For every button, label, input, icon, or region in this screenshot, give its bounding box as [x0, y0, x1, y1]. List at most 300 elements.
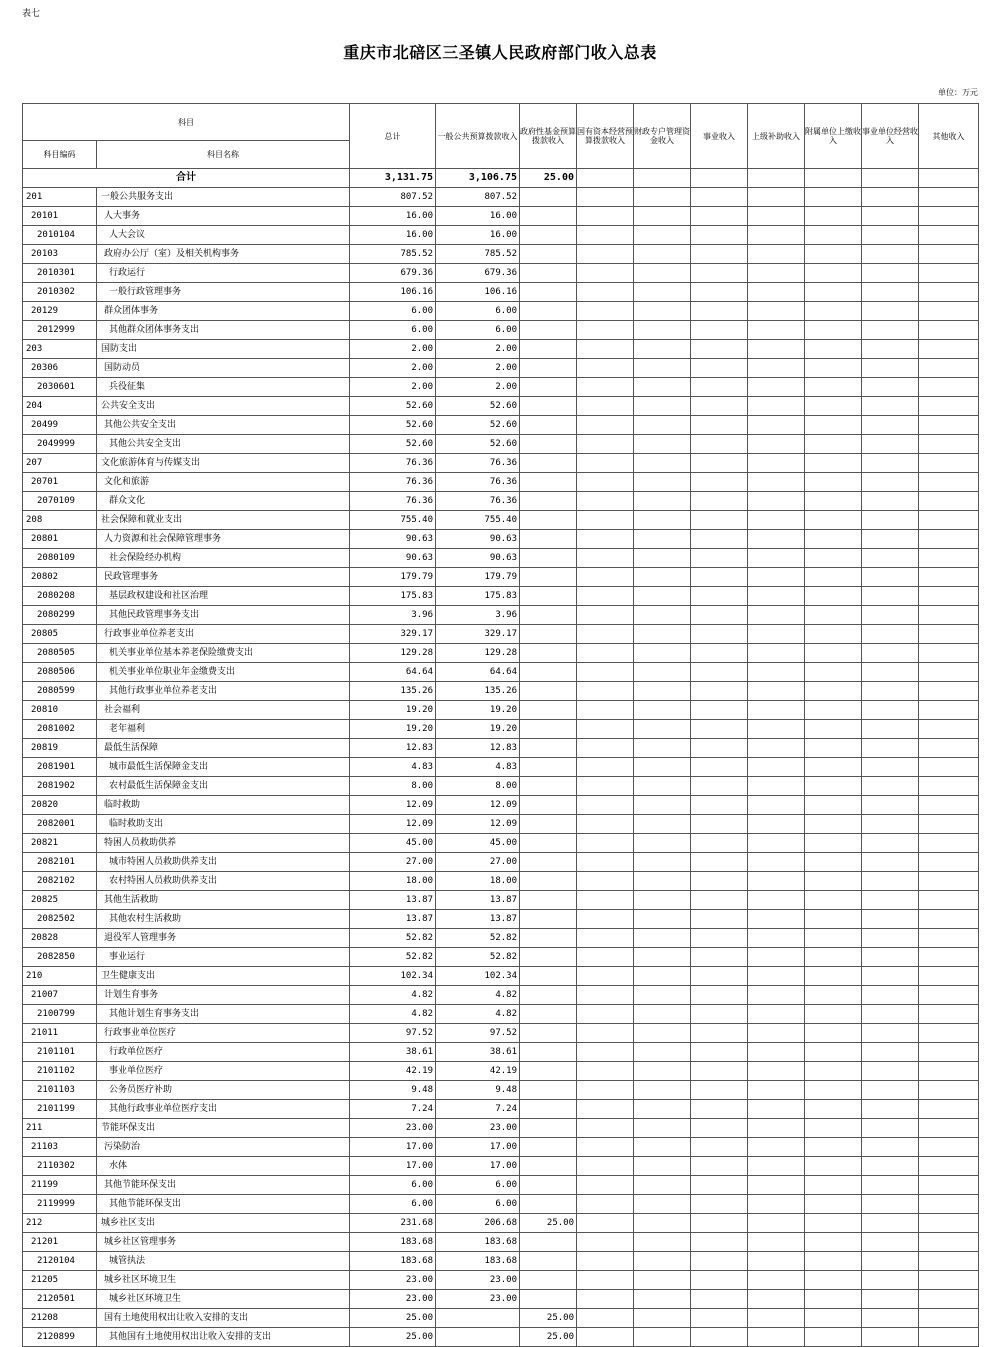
subject-name: 城乡社区支出: [97, 1214, 350, 1233]
general-budget-amount: 3.96: [436, 606, 520, 625]
total-row: [23, 169, 979, 188]
general-budget-amount: 52.60: [436, 435, 520, 454]
subject-header: 科目: [23, 104, 350, 141]
empty-cell: [805, 758, 862, 777]
subject-code: 20801: [23, 530, 97, 549]
subject-name: 一般公共服务支出: [97, 188, 350, 207]
subject-name: 公共安全支出: [97, 397, 350, 416]
empty-cell: [634, 1176, 691, 1195]
general-budget-amount: 755.40: [436, 511, 520, 530]
subject-name: 群众团体事务: [97, 302, 350, 321]
empty-cell: [805, 568, 862, 587]
total-amount: 97.52: [350, 1024, 436, 1043]
empty-cell: [862, 663, 919, 682]
gov-fund-amount: [520, 606, 577, 625]
subject-code: 203: [23, 340, 97, 359]
empty-cell: [691, 340, 748, 359]
empty-cell: [577, 872, 634, 891]
empty-cell: [634, 986, 691, 1005]
empty-cell: [805, 929, 862, 948]
gov-fund-amount: [520, 321, 577, 340]
general-budget-amount: 27.00: [436, 853, 520, 872]
empty-cell: [862, 1100, 919, 1119]
empty-cell: [691, 910, 748, 929]
empty-cell: [691, 929, 748, 948]
empty-cell: [748, 663, 805, 682]
empty-cell: [691, 568, 748, 587]
empty-cell: [919, 226, 979, 245]
total-amount: 45.00: [350, 834, 436, 853]
total-label: 合计: [23, 169, 350, 188]
empty-cell: [862, 435, 919, 454]
table-row: [23, 283, 979, 302]
gov-fund-amount: [520, 910, 577, 929]
table-row: [23, 473, 979, 492]
table-row: [23, 625, 979, 644]
table-row: [23, 359, 979, 378]
empty-cell: [748, 834, 805, 853]
table-row: [23, 644, 979, 663]
total-amount: 52.82: [350, 929, 436, 948]
gov-fund-amount: [520, 929, 577, 948]
general-budget-amount: 23.00: [436, 1119, 520, 1138]
empty-cell: [577, 321, 634, 340]
total-amount: 16.00: [350, 226, 436, 245]
empty-cell: [862, 321, 919, 340]
general-budget-amount: 2.00: [436, 340, 520, 359]
gov-fund-amount: [520, 1176, 577, 1195]
subject-name: 国防支出: [97, 340, 350, 359]
empty-cell: [691, 378, 748, 397]
empty-cell: [577, 701, 634, 720]
empty-cell: [691, 397, 748, 416]
subject-name: 临时救助支出: [97, 815, 350, 834]
subject-name: 基层政权建设和社区治理: [97, 587, 350, 606]
total-amount: 19.20: [350, 701, 436, 720]
empty-cell: [691, 359, 748, 378]
general-budget-amount: 16.00: [436, 226, 520, 245]
total-amount: 179.79: [350, 568, 436, 587]
empty-cell: [691, 739, 748, 758]
empty-cell: [862, 283, 919, 302]
empty-cell: [748, 701, 805, 720]
empty-cell: [634, 492, 691, 511]
subject-name: 社会福利: [97, 701, 350, 720]
empty-cell: [691, 701, 748, 720]
empty-cell: [577, 682, 634, 701]
subject-name: 社会保障和就业支出: [97, 511, 350, 530]
gov-fund-amount: [520, 758, 577, 777]
empty-cell: [862, 378, 919, 397]
empty-cell: [634, 853, 691, 872]
total-amount: 76.36: [350, 492, 436, 511]
general-budget-amount: 2.00: [436, 359, 520, 378]
empty-cell: [805, 207, 862, 226]
table-row: [23, 416, 979, 435]
subject-name: 文化旅游体育与传媒支出: [97, 454, 350, 473]
general-budget-amount: 52.82: [436, 948, 520, 967]
empty-cell: [577, 549, 634, 568]
empty-cell: [634, 739, 691, 758]
table-row: [23, 663, 979, 682]
empty-cell: [634, 245, 691, 264]
total-amount: 17.00: [350, 1138, 436, 1157]
general-budget-amount: 12.09: [436, 815, 520, 834]
empty-cell: [862, 1195, 919, 1214]
empty-cell: [577, 587, 634, 606]
empty-cell: [919, 815, 979, 834]
empty-cell: [919, 739, 979, 758]
empty-cell: [805, 1233, 862, 1252]
table-row: [23, 207, 979, 226]
empty-cell: [577, 188, 634, 207]
subject-code: 204: [23, 397, 97, 416]
gov-fund-amount: [520, 397, 577, 416]
subject-name: 事业运行: [97, 948, 350, 967]
empty-cell: [634, 1005, 691, 1024]
empty-cell: [691, 1195, 748, 1214]
table-row: [23, 758, 979, 777]
subject-name: 城乡社区管理事务: [97, 1233, 350, 1252]
empty-cell: [919, 587, 979, 606]
general-budget-amount: 12.09: [436, 796, 520, 815]
total-amount: 231.68: [350, 1214, 436, 1233]
total-amount: 129.28: [350, 644, 436, 663]
subject-code: 20499: [23, 416, 97, 435]
empty-cell: [805, 397, 862, 416]
total-amount: 25.00: [350, 1309, 436, 1328]
empty-cell: [691, 1290, 748, 1309]
empty-cell: [805, 720, 862, 739]
empty-cell: [691, 720, 748, 739]
empty-cell: [634, 815, 691, 834]
empty-cell: [577, 511, 634, 530]
gov-fund-amount: [520, 948, 577, 967]
empty-cell: [805, 1309, 862, 1328]
gov-fund-amount: [520, 568, 577, 587]
empty-cell: [805, 587, 862, 606]
empty-cell: [862, 226, 919, 245]
total-amount: 52.60: [350, 397, 436, 416]
empty-cell: [577, 1328, 634, 1347]
table-row: [23, 1157, 979, 1176]
empty-cell: [577, 777, 634, 796]
empty-cell: [862, 188, 919, 207]
gov-fund-amount: [520, 739, 577, 758]
empty-cell: [919, 796, 979, 815]
empty-cell: [862, 853, 919, 872]
empty-cell: [748, 986, 805, 1005]
empty-cell: [748, 739, 805, 758]
empty-cell: [748, 1005, 805, 1024]
business-income-header: 事业收入: [691, 104, 748, 169]
subject-name: 事业单位医疗: [97, 1062, 350, 1081]
empty-cell: [577, 891, 634, 910]
total-amount: 64.64: [350, 663, 436, 682]
table-row: [23, 1195, 979, 1214]
empty-cell: [577, 226, 634, 245]
subject-name: 群众文化: [97, 492, 350, 511]
empty-cell: [634, 397, 691, 416]
total-amount: 7.24: [350, 1100, 436, 1119]
empty-cell: [805, 777, 862, 796]
subject-name: 国有土地使用权出让收入安排的支出: [97, 1309, 350, 1328]
table-row: [23, 853, 979, 872]
subject-code: 2010104: [23, 226, 97, 245]
subject-code: 210: [23, 967, 97, 986]
gov-fund-amount: [520, 454, 577, 473]
empty-cell: [577, 283, 634, 302]
total-amount: 19.20: [350, 720, 436, 739]
table-row: [23, 435, 979, 454]
gov-fund-amount: [520, 1024, 577, 1043]
empty-cell: [577, 910, 634, 929]
table-row: [23, 891, 979, 910]
table-header: [23, 104, 979, 169]
subject-code: 21103: [23, 1138, 97, 1157]
general-budget-amount: 183.68: [436, 1233, 520, 1252]
empty-cell: [862, 625, 919, 644]
table-row: [23, 454, 979, 473]
empty-cell: [691, 1024, 748, 1043]
empty-cell: [919, 1100, 979, 1119]
empty-cell: [577, 1290, 634, 1309]
empty-cell: [748, 1309, 805, 1328]
empty-cell: [691, 492, 748, 511]
gov-fund-amount: [520, 834, 577, 853]
empty-cell: [691, 302, 748, 321]
empty-cell: [805, 1252, 862, 1271]
empty-cell: [634, 1138, 691, 1157]
subject-name: 计划生育事务: [97, 986, 350, 1005]
empty-cell: [577, 948, 634, 967]
general-budget-amount: 13.87: [436, 891, 520, 910]
subject-code: 2101102: [23, 1062, 97, 1081]
subject-code: 20819: [23, 739, 97, 758]
empty-cell: [862, 929, 919, 948]
empty-cell: [577, 359, 634, 378]
gov-fund-amount: [520, 1043, 577, 1062]
empty-cell: [748, 397, 805, 416]
empty-cell: [577, 1252, 634, 1271]
general-budget-amount: 9.48: [436, 1081, 520, 1100]
general-budget-amount: 179.79: [436, 568, 520, 587]
empty-cell: [862, 397, 919, 416]
empty-cell: [634, 1043, 691, 1062]
empty-cell: [577, 207, 634, 226]
gov-fund-amount: [520, 226, 577, 245]
subject-code: 2100799: [23, 1005, 97, 1024]
empty-cell: [862, 1062, 919, 1081]
empty-cell: [691, 986, 748, 1005]
subject-code: 2101101: [23, 1043, 97, 1062]
empty-cell: [577, 1062, 634, 1081]
empty-cell: [634, 340, 691, 359]
empty-cell: [919, 1138, 979, 1157]
gov-fund-amount: [520, 245, 577, 264]
table-row: [23, 1062, 979, 1081]
subject-code: 2081901: [23, 758, 97, 777]
empty-cell: [748, 530, 805, 549]
empty-cell: [634, 1252, 691, 1271]
subject-code: 20825: [23, 891, 97, 910]
empty-cell: [691, 948, 748, 967]
subject-name: 其他生活救助: [97, 891, 350, 910]
empty-cell: [691, 264, 748, 283]
empty-cell: [862, 739, 919, 758]
empty-cell: [919, 245, 979, 264]
empty-cell: [919, 473, 979, 492]
empty-cell: [577, 302, 634, 321]
general-budget-amount: 807.52: [436, 188, 520, 207]
total-amount: 38.61: [350, 1043, 436, 1062]
subject-code: 2012999: [23, 321, 97, 340]
empty-cell: [691, 1062, 748, 1081]
table-row: [23, 1233, 979, 1252]
subject-code: 21011: [23, 1024, 97, 1043]
empty-cell: [919, 1043, 979, 1062]
empty-cell: [862, 1138, 919, 1157]
empty-cell: [634, 663, 691, 682]
empty-cell: [862, 834, 919, 853]
empty-cell: [919, 701, 979, 720]
gov-fund-amount: [520, 625, 577, 644]
empty-cell: [919, 1252, 979, 1271]
general-budget-amount: 135.26: [436, 682, 520, 701]
empty-cell: [748, 853, 805, 872]
empty-cell: [634, 302, 691, 321]
empty-cell: [634, 549, 691, 568]
subject-code: 21199: [23, 1176, 97, 1195]
empty-cell: [748, 435, 805, 454]
empty-cell: [577, 853, 634, 872]
empty-cell: [634, 1233, 691, 1252]
total-amount: 16.00: [350, 207, 436, 226]
subject-code: 2101199: [23, 1100, 97, 1119]
gov-fund-amount: 25.00: [520, 1309, 577, 1328]
general-budget-amount: 52.60: [436, 397, 520, 416]
gov-fund-amount: [520, 473, 577, 492]
empty-cell: [577, 397, 634, 416]
subject-name: 其他群众团体事务支出: [97, 321, 350, 340]
empty-cell: [748, 1328, 805, 1347]
empty-cell: [748, 815, 805, 834]
subject-code: 2101103: [23, 1081, 97, 1100]
empty-cell: [577, 435, 634, 454]
subject-code: 20805: [23, 625, 97, 644]
empty-cell: [691, 245, 748, 264]
empty-cell: [691, 663, 748, 682]
total-amount: 4.82: [350, 1005, 436, 1024]
general-budget-amount: 76.36: [436, 492, 520, 511]
subject-name: 文化和旅游: [97, 473, 350, 492]
empty-cell: [919, 682, 979, 701]
table-row: [23, 340, 979, 359]
empty-cell: [748, 378, 805, 397]
empty-cell: [634, 1062, 691, 1081]
gov-fund-amount: [520, 720, 577, 739]
empty-cell: [919, 321, 979, 340]
general-budget-amount: 175.83: [436, 587, 520, 606]
general-budget-amount: 12.83: [436, 739, 520, 758]
total-amount: 106.16: [350, 283, 436, 302]
empty-cell: [634, 1024, 691, 1043]
subject-name: 其他行政事业单位养老支出: [97, 682, 350, 701]
empty-cell: [919, 435, 979, 454]
table-number-label: 表七: [22, 9, 41, 19]
empty-cell: [805, 511, 862, 530]
empty-cell: [634, 1119, 691, 1138]
empty-cell: [691, 1309, 748, 1328]
table-row: [23, 492, 979, 511]
empty-cell: [634, 264, 691, 283]
general-budget-amount: 45.00: [436, 834, 520, 853]
empty-cell: [748, 777, 805, 796]
empty-cell: [691, 967, 748, 986]
empty-cell: [634, 1195, 691, 1214]
empty-cell: [919, 948, 979, 967]
empty-cell: [691, 682, 748, 701]
empty-cell: [691, 625, 748, 644]
subject-code: 2120899: [23, 1328, 97, 1347]
empty-cell: [805, 435, 862, 454]
empty-cell: [577, 644, 634, 663]
empty-cell: [862, 986, 919, 1005]
gov-fund-header: 政府性基金预算拨款收入: [520, 104, 577, 169]
empty-cell: [748, 264, 805, 283]
name-header: 科目名称: [97, 141, 350, 169]
subject-code: 2080299: [23, 606, 97, 625]
empty-cell: [805, 1043, 862, 1062]
empty-cell: [577, 986, 634, 1005]
empty-cell: [577, 834, 634, 853]
empty-cell: [691, 853, 748, 872]
general-budget-amount: 90.63: [436, 530, 520, 549]
empty-cell: [577, 1081, 634, 1100]
empty-cell: [862, 967, 919, 986]
empty-cell: [862, 606, 919, 625]
income-summary-table: [22, 103, 979, 1347]
total-amount: 4.82: [350, 986, 436, 1005]
empty-cell: [862, 1176, 919, 1195]
empty-cell: [691, 834, 748, 853]
empty-cell: [748, 625, 805, 644]
table-row: [23, 1005, 979, 1024]
general-budget-amount: 329.17: [436, 625, 520, 644]
empty-cell: [919, 188, 979, 207]
table-row: [23, 511, 979, 530]
subject-code: 21208: [23, 1309, 97, 1328]
empty-cell: [805, 226, 862, 245]
subject-code: 20820: [23, 796, 97, 815]
empty-cell: [691, 283, 748, 302]
empty-cell: [748, 302, 805, 321]
empty-cell: [919, 169, 979, 188]
table-row: [23, 986, 979, 1005]
general-budget-amount: 52.82: [436, 929, 520, 948]
total-amount: 23.00: [350, 1119, 436, 1138]
total-amount: 13.87: [350, 891, 436, 910]
empty-cell: [748, 1062, 805, 1081]
gov-fund-amount: [520, 511, 577, 530]
empty-cell: [919, 1119, 979, 1138]
empty-cell: [805, 1005, 862, 1024]
empty-cell: [805, 948, 862, 967]
empty-cell: [919, 910, 979, 929]
unit-label: 单位：万元: [938, 88, 978, 97]
gov-fund-amount: [520, 1138, 577, 1157]
empty-cell: [862, 1119, 919, 1138]
